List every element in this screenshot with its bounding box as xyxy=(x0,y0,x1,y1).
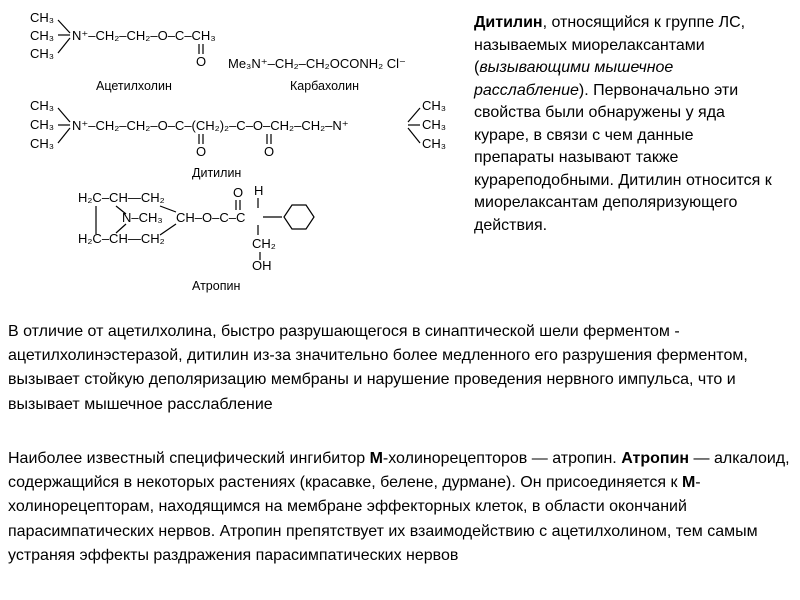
acetylcholine-ch3-mid: CH₃ xyxy=(30,28,55,43)
dithylin-ch3-left-2: CH₃ xyxy=(30,117,55,132)
atropine-oxygen: O xyxy=(233,185,244,200)
dithylin-name: Дитилин xyxy=(474,14,543,31)
dithylin-description-italic: вызывающими мышечное расслабление xyxy=(474,59,674,99)
dithylin-ch3-right-1: CH₃ xyxy=(422,98,447,113)
dithylin-ch3-right-2: CH₃ xyxy=(422,117,447,132)
paragraph-atropine-m1: М xyxy=(369,450,383,467)
acetylcholine-oxygen: O xyxy=(196,54,207,69)
dithylin-ch3-left-1: CH₃ xyxy=(30,98,55,113)
carbachol-caption: Карбахолин xyxy=(290,79,359,93)
dithylin-oxygen-right: O xyxy=(264,144,275,159)
dithylin-bond-r3 xyxy=(408,128,420,143)
atropine-formula xyxy=(78,183,314,293)
paragraph-atropine xyxy=(8,447,792,568)
paragraph-atropine-a2: -холинорецепторов — атропин. xyxy=(382,450,622,467)
atropine-caption: Атропин xyxy=(192,279,241,293)
acetylcholine-caption: Ацетилхолин xyxy=(96,79,172,93)
acetylcholine-formula xyxy=(30,10,216,93)
atropine-phenyl-ring xyxy=(284,205,314,229)
dithylin-ch3-right-3: CH₃ xyxy=(422,136,447,151)
dithylin-caption: Дитилин xyxy=(192,166,242,180)
atropine-ring-right-bond-bot xyxy=(160,224,176,235)
acetylcholine-chain: N⁺–CH₂–CH₂–O–C–CH₃ xyxy=(72,28,216,43)
carbachol-formula-text: Me₃N⁺–CH₂–CH₂OCONH₂ Cl⁻ xyxy=(228,56,406,71)
paragraph-atropine-bold: Атропин xyxy=(621,450,690,467)
paragraph-atropine-m2: М xyxy=(681,474,696,492)
dithylin-formula xyxy=(30,98,446,180)
atropine-bot-row: H₂C–CH—CH₂ xyxy=(78,231,165,246)
dithylin-bond-r1 xyxy=(408,108,420,122)
dithylin-bond-l3 xyxy=(58,128,70,143)
atropine-mid-row: N–CH₃ xyxy=(122,210,163,225)
paragraph-atropine-a4: -холинорецепторам, находящимся на мембране эффекторных клеток, в области окончаний парасимпатических нервов. Атропин препятствует их взаимодействию с ацетилхолином, тем самым устраняя эффекты раздражения парасимпатических нервов xyxy=(8,474,758,564)
acetylcholine-ch3-bot: CH₃ xyxy=(30,46,55,61)
atropine-h-label: H xyxy=(254,183,264,198)
dithylin-chain: N⁺–CH₂–CH₂–O–C–(CH₂)₂–C–O–CH₂–CH₂–N⁺ xyxy=(72,118,349,133)
dithylin-ch3-left-3: CH₃ xyxy=(30,136,55,151)
dithylin-oxygen-left: O xyxy=(196,144,207,159)
paragraph-dithylin-action: В отличие от ацетилхолина, быстро разрушающегося в синаптической шели ферментом - ацетилхолинэстеразой, дитилин из-за значительно более медленного его разрушения ферментом, вызывает стойкую деполяризацию мембраны и нарушение проведения нервного импульса, что и вызывает мышечное расслабление xyxy=(8,323,748,413)
chemical-formulas-figure xyxy=(0,0,470,300)
paragraph-atropine-a3: — алкалоид, содержащийся в некоторых растениях (красавке, белене, дурмане). Он присоединяется к xyxy=(8,450,790,492)
carbachol-formula xyxy=(228,56,406,93)
dithylin-bond-l1 xyxy=(58,108,70,122)
paragraph-atropine-a1: Наиболее известный специфический ингибитор xyxy=(8,450,370,467)
acetylcholine-bond-top xyxy=(58,20,70,33)
dithylin-description-part1: , относящийся к группе ЛС, называемых миорелаксантами ( xyxy=(474,14,746,76)
atropine-ester-chain: CH–O–C–C xyxy=(176,210,246,225)
dithylin-description xyxy=(474,12,774,237)
acetylcholine-bond-bot xyxy=(58,38,70,53)
atropine-oh: OH xyxy=(252,258,272,273)
atropine-ch2: CH₂ xyxy=(252,236,276,251)
atropine-top-row: H₂C–CH—CH₂ xyxy=(78,190,165,205)
acetylcholine-ch3-top: CH₃ xyxy=(30,10,55,25)
dithylin-description-part2: ). Первоначально эти свойства были обнаружены у яда кураре, в связи с чем данные препараты называют также курареподобными. Дитилин относится к миорелаксантам деполяризующего действия. xyxy=(474,81,772,234)
